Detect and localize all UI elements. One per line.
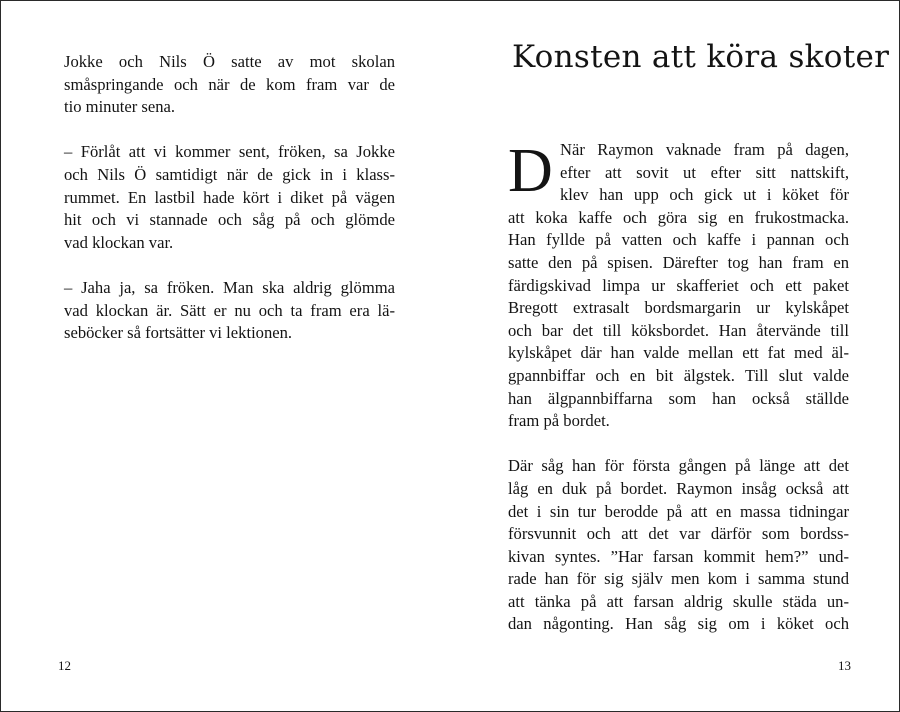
text-line: efter att sovit ut efter sitt nattskift,: [560, 162, 849, 182]
text-line: rummet. En lastbil hade kört i diket på vägen: [64, 187, 395, 207]
paragraph: [64, 51, 395, 119]
chapter-title: Konsten att köra skoter: [512, 39, 890, 75]
text-line: Bregott extrasalt bordsmargarin ur kylskåpet: [508, 298, 849, 318]
text-line: vad klockan var.: [64, 232, 174, 252]
text-line: – Förlåt att vi kommer sent, fröken, sa Jokke: [64, 142, 395, 162]
text-line: seböcker så fortsätter vi lektionen.: [64, 323, 293, 343]
text-line: vad klockan är. Sätt er nu och ta fram era lä-: [64, 300, 395, 320]
text-line: hit och vi stannade och såg på och glömde: [64, 210, 395, 230]
page-number-right: 13: [838, 658, 851, 673]
paragraph: [508, 455, 849, 636]
text-line: försvunnit och att det var därför som bordss-: [508, 524, 849, 544]
text-line: han älgpannbiffarna som han också ställde: [508, 388, 849, 408]
text-line: När Raymon vaknade fram på dagen,: [560, 140, 849, 159]
text-line: Jokke och Nils Ö satte av mot skolan: [64, 52, 395, 71]
text-line: fram på bordet.: [508, 411, 610, 431]
text-line: kivan syntes. ”Har farsan kommit hem?” und-: [508, 546, 849, 566]
text-line: och bar det till köksbordet. Han återvände till: [508, 320, 849, 340]
text-line: det i sin tur berodde på att en massa tidningar: [508, 501, 849, 521]
paragraph: [508, 139, 849, 433]
text-line: och Nils Ö samtidigt när de gick in i klass-: [64, 164, 395, 184]
text-line: dan någonting. Han såg sig om i köket och: [508, 614, 849, 634]
left-page-body: [64, 51, 395, 345]
text-line: – Jaha ja, sa fröken. Man ska aldrig glömma: [64, 277, 395, 297]
text-line: gpannbiffar och en bit älgstek. Till slut valde: [508, 365, 849, 385]
paragraph: [64, 141, 395, 254]
right-page: [450, 1, 899, 711]
text-line: klev han upp och gick ut i köket för: [560, 185, 849, 205]
text-line: låg en duk på bordet. Raymon insåg också att: [508, 478, 849, 498]
text-line: satte den på spisen. Därefter tog han fram en: [508, 252, 849, 272]
text-line: färdigskivad limpa ur skafferiet och ett paket: [508, 275, 849, 295]
left-page: [1, 1, 450, 711]
text-line: Han fyllde på vatten och kaffe i pannan och: [508, 230, 849, 250]
text-line: att koka kaffe och göra sig en frukostmacka.: [508, 207, 849, 227]
paragraph: [64, 277, 395, 345]
text-line: småspringande och när de kom fram var de: [64, 74, 395, 94]
text-line: att tänka på att farsan aldrig skulle städa un-: [508, 591, 849, 611]
text-line: rade han för sig själv men kom i samma stund: [508, 569, 849, 589]
drop-cap: D: [508, 137, 553, 205]
text-line: tio minuter sena.: [64, 97, 176, 117]
text-line: Där såg han för första gången på länge att det: [508, 456, 849, 476]
text-line: kylskåpet där han valde mellan ett fat med äl-: [508, 343, 849, 363]
right-page-body: [508, 139, 849, 636]
page-number-left: 12: [58, 658, 71, 673]
